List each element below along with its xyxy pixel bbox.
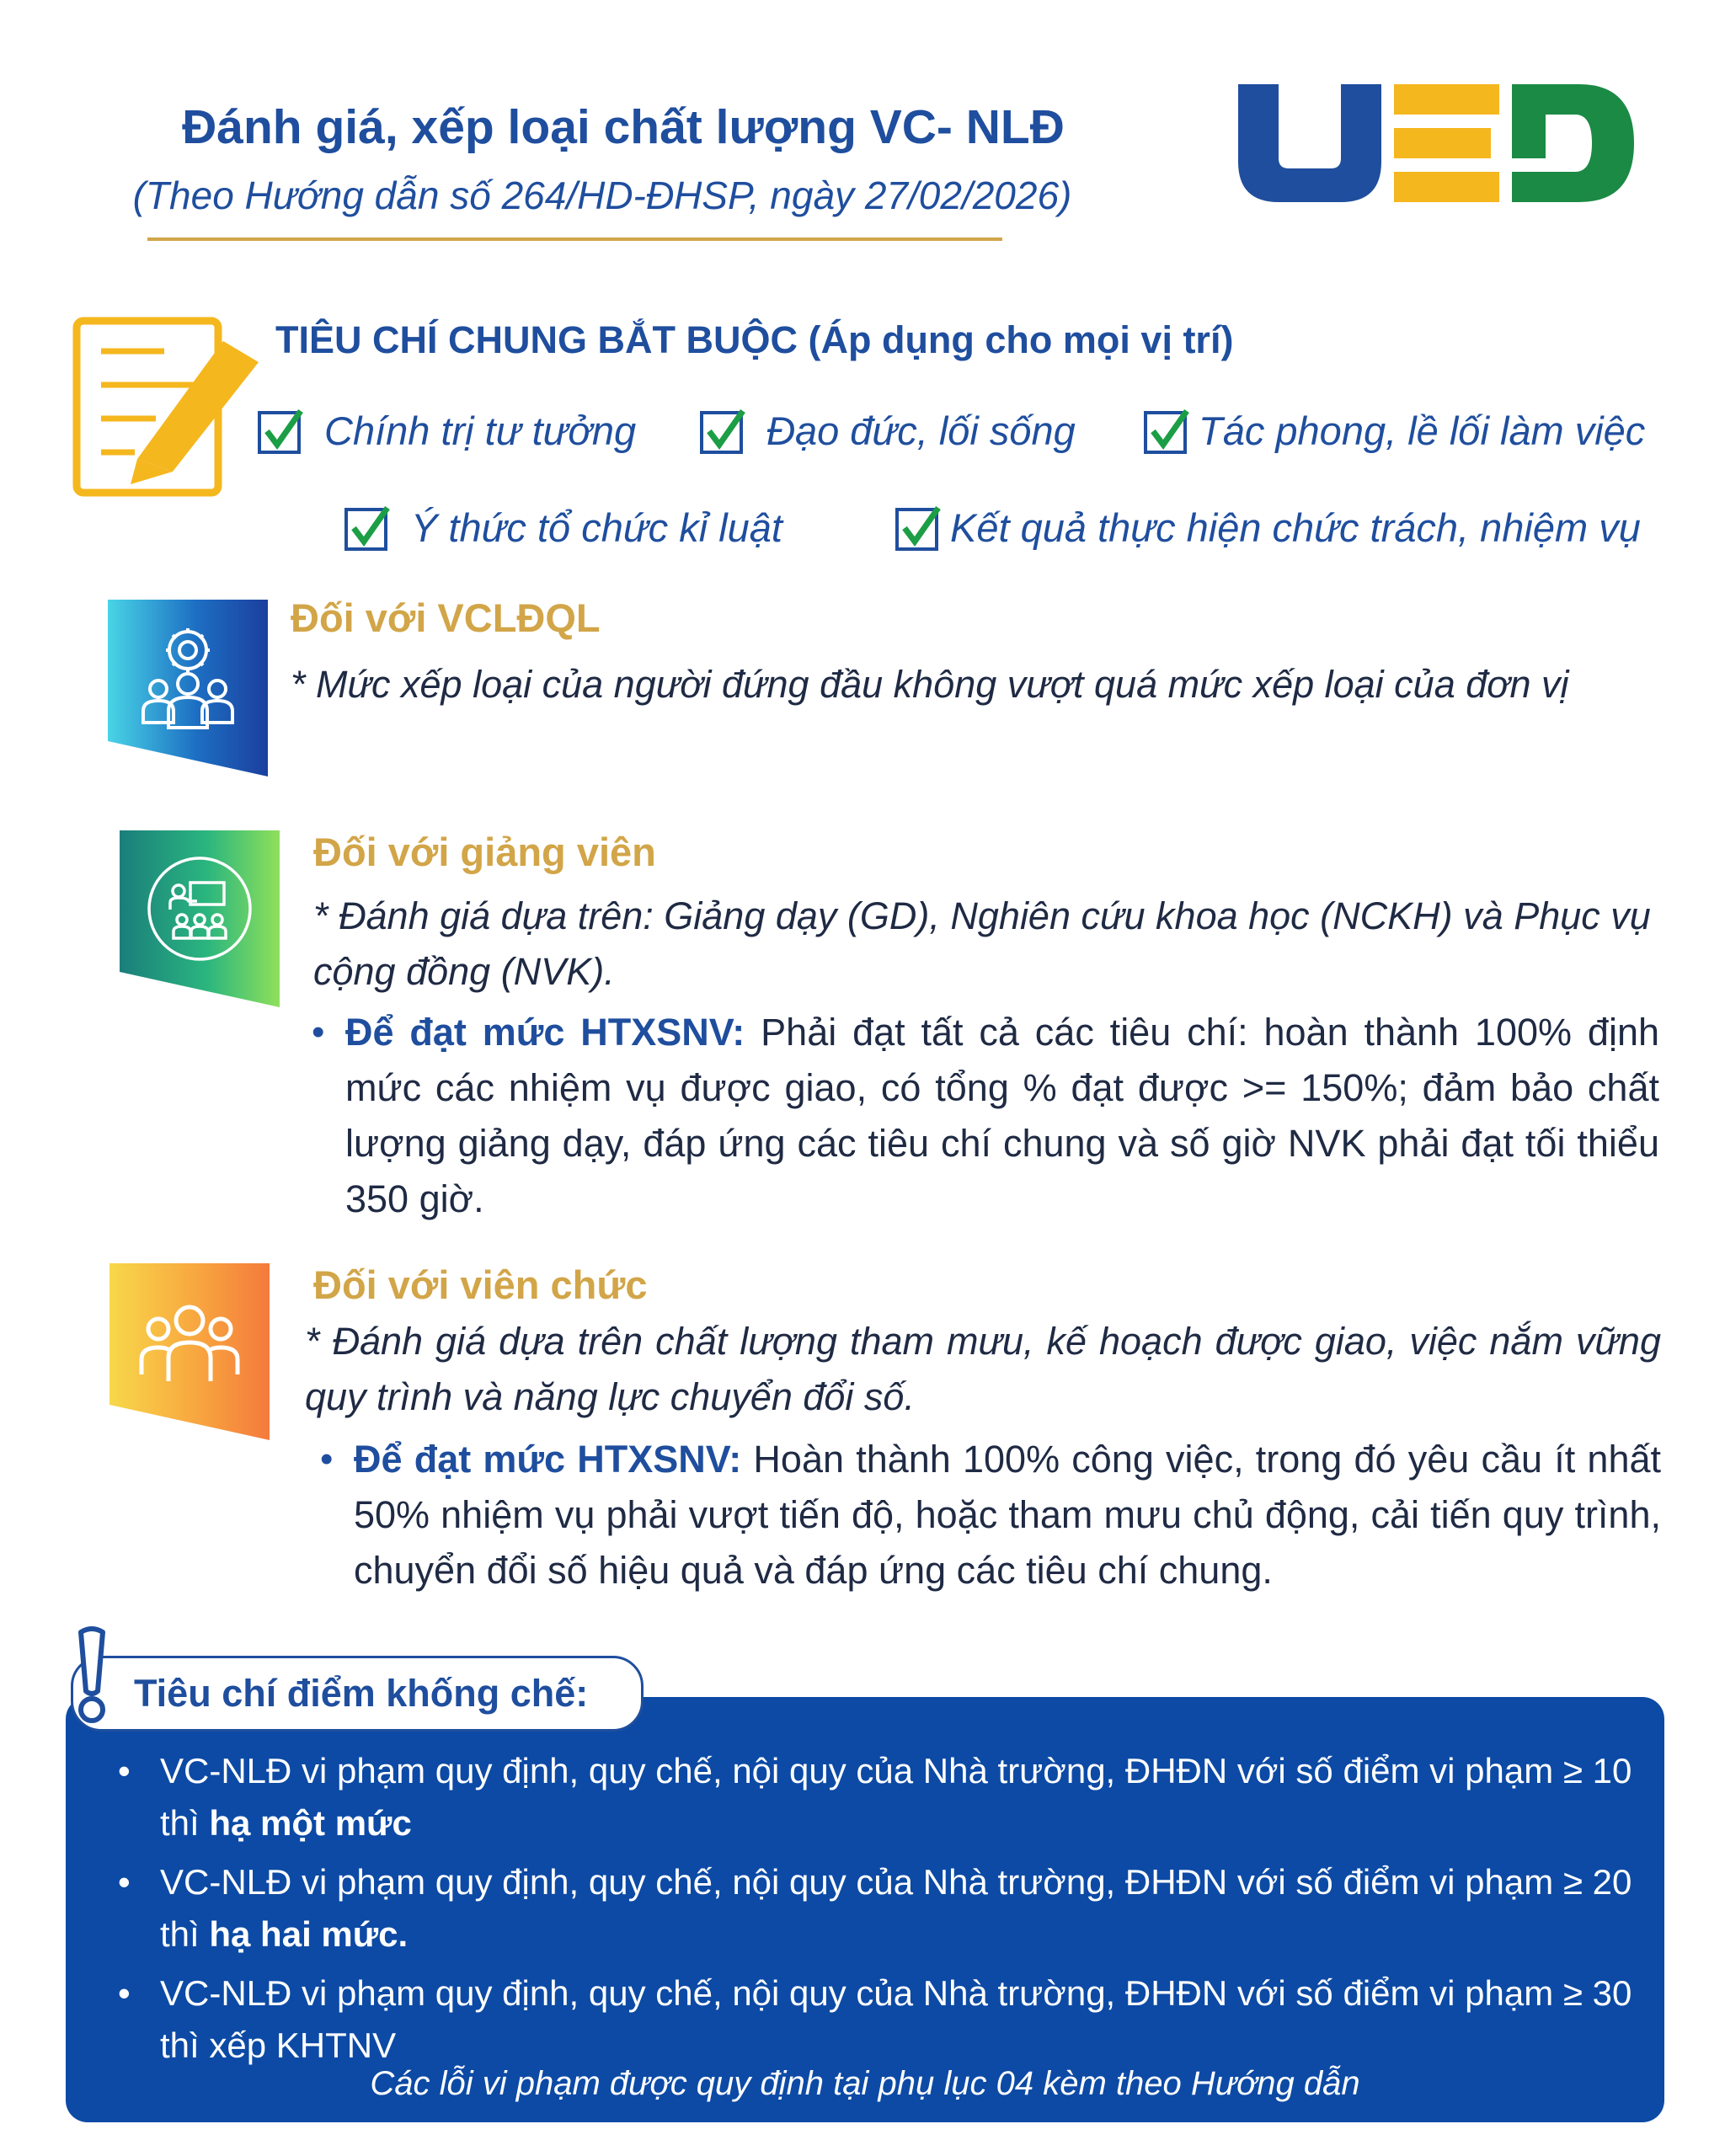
bullet-icon: • <box>312 1011 325 1053</box>
exclamation-icon <box>66 1625 118 1726</box>
staff-requirement <box>320 1432 1661 1598</box>
penalty-rule: VC-NLĐ vi phạm quy định, quy chế, nội quy của Nhà trường, ĐHĐN với số điểm vi phạm ≥ 30 thì xếp KHTNV <box>160 1973 1632 2065</box>
title-divider <box>147 237 1002 241</box>
checkbox-checked-icon <box>257 406 306 455</box>
document-pencil-icon <box>72 316 265 501</box>
bullet-icon: • <box>118 1862 131 1902</box>
staff-heading: Đối với viên chức <box>313 1262 648 1307</box>
lecturers-requirement-text <box>345 1005 1659 1227</box>
criterion-label: Kết quả thực hiện chức trách, nhiệm vụ <box>950 504 1641 550</box>
penalty-consequence: hạ một mức <box>209 1803 412 1843</box>
penalty-consequence: hạ hai mức. <box>209 1914 409 1954</box>
criterion-label: Tác phong, lề lối làm việc <box>1199 408 1646 453</box>
classroom-icon <box>145 854 254 963</box>
lecturers-requirement <box>312 1005 1659 1227</box>
penalty-item <box>118 1745 1642 1849</box>
staff-requirement-text <box>354 1432 1661 1598</box>
lecturers-heading: Đối với giảng viên <box>313 830 656 874</box>
checkbox-checked-icon <box>1143 406 1192 455</box>
staff-note: * Đánh giá dựa trên chất lượng tham mưu, kế hoạch được giao, việc nắm vững quy trình và năng lực chuyển đổi số. <box>305 1320 1661 1418</box>
requirement-detail: Phải đạt tất cả các tiêu chí: hoàn thành 100% định mức các nhiệm vụ được giao, có tổng % đạt được >= 150%; đảm bảo chất lượng giảng dạy, đáp ứng các tiêu chí chung và số giờ NVK phải đạt tối thiểu 350 giờ. <box>345 1011 1659 1220</box>
criterion-label: Chính trị tư tưởng <box>324 408 637 453</box>
penalty-list <box>118 1745 1642 2079</box>
penalty-heading-tab <box>71 1656 644 1732</box>
requirement-label: Để đạt mức HTXSNV: <box>345 1011 745 1054</box>
criterion-label: Đạo đức, lối sống <box>766 408 1076 453</box>
criterion-item <box>1143 406 1645 455</box>
checkbox-checked-icon <box>699 406 748 455</box>
staff-banner <box>109 1263 270 1440</box>
requirement-label: Để đạt mức HTXSNV: <box>354 1438 742 1481</box>
page-subtitle: (Theo Hướng dẫn số 264/HD-ĐHSP, ngày 27/02/2026) <box>132 173 1072 217</box>
criterion-item <box>344 503 782 552</box>
criterion-label: Ý thức tổ chức kỉ luật <box>411 504 782 550</box>
penalty-rule: VC-NLĐ vi phạm quy định, quy chế, nội quy của Nhà trường, ĐHĐN với số điểm vi phạm ≥ 10 thì <box>160 1751 1632 1843</box>
managers-note: * Mức xếp loại của người đứng đầu không vượt quá mức xếp loại của đơn vị <box>291 663 1569 706</box>
checkbox-checked-icon <box>895 503 943 552</box>
bullet-icon: • <box>118 1973 131 2013</box>
penalty-item-text <box>160 1967 1642 2072</box>
people-group-icon <box>135 1287 244 1396</box>
managers-banner <box>108 600 268 776</box>
bullet-icon: • <box>118 1751 131 1790</box>
penalty-rule: VC-NLĐ vi phạm quy định, quy chế, nội quy của Nhà trường, ĐHĐN với số điểm vi phạm ≥ 20 thì <box>160 1862 1632 1954</box>
penalty-footnote: Các lỗi vi phạm được quy định tại phụ lục 04 kèm theo Hướng dẫn <box>370 2065 1360 2102</box>
penalty-item-text <box>160 1856 1642 1961</box>
criterion-item <box>699 406 1076 455</box>
ued-logo <box>1238 84 1634 202</box>
requirement-detail: Hoàn thành 100% công việc, trong đó yêu cầu ít nhất 50% nhiệm vụ phải vượt tiến độ, hoặc tham mưu chủ động, cải tiến quy trình, chuyển đổi số hiệu quả và đáp ứng các tiêu chí chung. <box>354 1438 1662 1592</box>
lecturers-banner <box>120 830 280 1007</box>
checkbox-checked-icon <box>344 503 393 552</box>
penalty-item <box>118 1967 1642 2072</box>
team-gear-icon <box>133 623 243 733</box>
general-criteria-heading: TIÊU CHÍ CHUNG BẮT BUỘC (Áp dụng cho mọi vị trí) <box>275 318 1234 361</box>
managers-heading: Đối với VCLĐQL <box>291 595 601 640</box>
criterion-item <box>257 406 636 455</box>
lecturers-note: * Đánh giá dựa trên: Giảng dạy (GD), Nghiên cứu khoa học (NCKH) và Phục vụ cộng đồng (NVK). <box>313 894 1651 993</box>
penalty-item <box>118 1856 1642 1961</box>
penalty-item-text <box>160 1745 1642 1849</box>
criterion-item <box>895 503 1641 552</box>
bullet-icon: • <box>320 1438 334 1480</box>
penalty-heading: Tiêu chí điểm khống chế: <box>134 1672 589 1715</box>
page-title: Đánh giá, xếp loại chất lượng VC- NLĐ <box>182 100 1065 154</box>
